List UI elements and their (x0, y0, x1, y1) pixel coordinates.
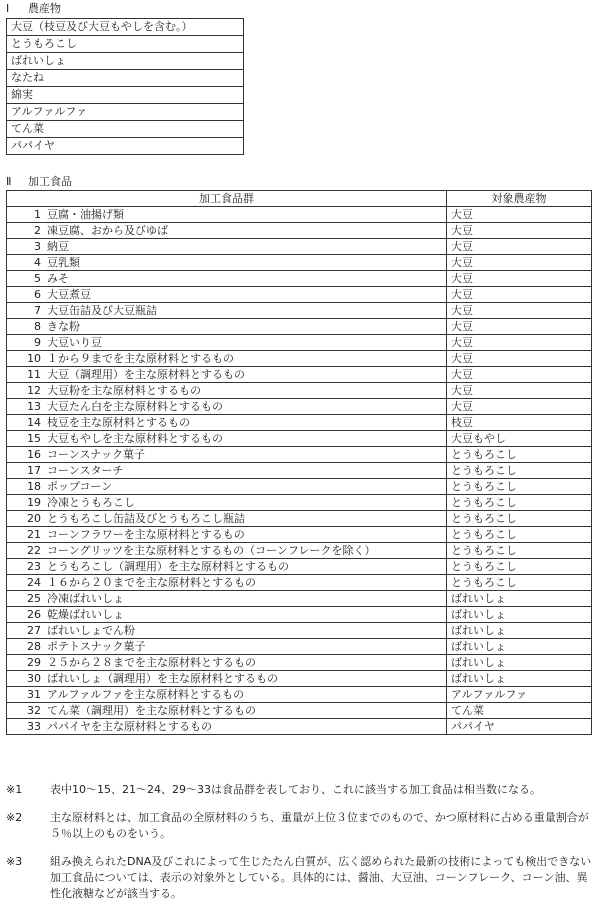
target-crop: 大豆 (447, 367, 592, 383)
food-group-name: 納豆 (43, 239, 447, 255)
table-row (7, 543, 592, 559)
table-row (7, 207, 592, 223)
notes (6, 782, 592, 914)
note-item (6, 854, 592, 902)
food-group-name: 大豆（調理用）を主な原材料とするもの (43, 367, 447, 383)
table-row (7, 399, 592, 415)
row-number: 10 (7, 351, 44, 367)
food-group-name: ポテトスナック菓子 (43, 639, 447, 655)
target-crop: 大豆 (447, 207, 592, 223)
food-group-name: ポップコーン (43, 479, 447, 495)
food-group-name: 乾燥ばれいしょ (43, 607, 447, 623)
food-group-name: 大豆いり豆 (43, 335, 447, 351)
table-row (7, 575, 592, 591)
table-row (7, 479, 592, 495)
table-row (7, 239, 592, 255)
row-number: 25 (7, 591, 44, 607)
food-group-name: ばれいしょ（調理用）を主な原材料とするもの (43, 671, 447, 687)
target-crop: アルファルファ (447, 687, 592, 703)
row-number: 16 (7, 447, 44, 463)
target-crop: 大豆 (447, 255, 592, 271)
target-crop: とうもろこし (447, 511, 592, 527)
crop-name: てん菜 (7, 121, 244, 138)
table-row (7, 367, 592, 383)
crop-name: とうもろこし (7, 36, 244, 53)
food-group-name: １から９までを主な原材料とするもの (43, 351, 447, 367)
target-crop: とうもろこし (447, 463, 592, 479)
table-row (7, 655, 592, 671)
target-crop: 枝豆 (447, 415, 592, 431)
food-group-name: アルファルファを主な原材料とするもの (43, 687, 447, 703)
row-number: 12 (7, 383, 44, 399)
target-crop: とうもろこし (447, 479, 592, 495)
row-number: 27 (7, 623, 44, 639)
table-row (7, 351, 592, 367)
row-number: 2 (7, 223, 44, 239)
crop-row (7, 53, 244, 70)
target-crop: 大豆 (447, 399, 592, 415)
crop-row (7, 87, 244, 104)
target-crop: 大豆 (447, 239, 592, 255)
row-number: 14 (7, 415, 44, 431)
section2-title-text: 加工食品 (28, 175, 72, 188)
target-crop: とうもろこし (447, 575, 592, 591)
row-number: 15 (7, 431, 44, 447)
note-item (6, 810, 592, 842)
row-number: 1 (7, 207, 44, 223)
target-crop: 大豆 (447, 351, 592, 367)
crop-name: ばれいしょ (7, 53, 244, 70)
target-crop: 大豆 (447, 303, 592, 319)
food-group-name: ２５から２８までを主な原材料とするもの (43, 655, 447, 671)
table-row (7, 223, 592, 239)
row-number: 4 (7, 255, 44, 271)
table-row (7, 335, 592, 351)
target-crop: とうもろこし (447, 495, 592, 511)
food-group-name: 大豆煮豆 (43, 287, 447, 303)
row-number: 18 (7, 479, 44, 495)
target-crop: とうもろこし (447, 559, 592, 575)
target-crop: ばれいしょ (447, 591, 592, 607)
target-crop: 大豆 (447, 383, 592, 399)
row-number: 17 (7, 463, 44, 479)
row-number: 20 (7, 511, 44, 527)
food-group-name: 豆腐・油揚げ類 (43, 207, 447, 223)
table-row (7, 303, 592, 319)
crops-table (6, 18, 244, 155)
crop-row (7, 121, 244, 138)
table-row (7, 719, 592, 735)
food-group-name: てん菜（調理用）を主な原材料とするもの (43, 703, 447, 719)
note-mark: ※1 (6, 783, 23, 796)
food-group-name: パパイヤを主な原材料とするもの (43, 719, 447, 735)
row-number: 7 (7, 303, 44, 319)
foods-table-header-row (7, 191, 592, 207)
table-row (7, 591, 592, 607)
food-group-name: 大豆缶詰及び大豆瓶詰 (43, 303, 447, 319)
target-crop: ばれいしょ (447, 655, 592, 671)
target-crop: パパイヤ (447, 719, 592, 735)
header-crop: 対象農産物 (447, 191, 592, 207)
row-number: 29 (7, 655, 44, 671)
row-number: 24 (7, 575, 44, 591)
food-group-name: 大豆粉を主な原材料とするもの (43, 383, 447, 399)
food-group-name: 大豆もやしを主な原材料とするもの (43, 431, 447, 447)
target-crop: 大豆 (447, 223, 592, 239)
target-crop: 大豆 (447, 319, 592, 335)
row-number: 9 (7, 335, 44, 351)
foods-table (6, 190, 592, 735)
target-crop: とうもろこし (447, 447, 592, 463)
note-text: 主な原材料とは、加工食品の全原材料のうち、重量が上位３位までのもので、かつ原材料に占める重量割合が５％以上のものをいう。 (50, 811, 589, 840)
target-crop: 大豆もやし (447, 431, 592, 447)
food-group-name: 冷凍とうもろこし (43, 495, 447, 511)
row-number: 6 (7, 287, 44, 303)
food-group-name: コーンスターチ (43, 463, 447, 479)
food-group-name: 大豆たん白を主な原材料とするもの (43, 399, 447, 415)
table-row (7, 447, 592, 463)
crop-row (7, 70, 244, 87)
table-row (7, 687, 592, 703)
food-group-name: とうもろこし（調理用）を主な原材料とするもの (43, 559, 447, 575)
note-mark: ※2 (6, 811, 23, 824)
food-group-name: １６から２０までを主な原材料とするもの (43, 575, 447, 591)
target-crop: 大豆 (447, 287, 592, 303)
crop-name: アルファルファ (7, 104, 244, 121)
note-item (6, 782, 592, 798)
table-row (7, 559, 592, 575)
row-number: 19 (7, 495, 44, 511)
table-row (7, 527, 592, 543)
food-group-name: 豆乳類 (43, 255, 447, 271)
row-number: 8 (7, 319, 44, 335)
food-group-name: コーンフラワーを主な原材料とするもの (43, 527, 447, 543)
header-group: 加工食品群 (7, 191, 447, 207)
row-number: 23 (7, 559, 44, 575)
table-row (7, 495, 592, 511)
table-row (7, 607, 592, 623)
table-row (7, 511, 592, 527)
row-number: 11 (7, 367, 44, 383)
table-row (7, 623, 592, 639)
crop-row (7, 138, 244, 155)
table-row (7, 319, 592, 335)
table-row (7, 255, 592, 271)
row-number: 28 (7, 639, 44, 655)
target-crop: ばれいしょ (447, 671, 592, 687)
section1-title-text: 農産物 (28, 2, 61, 15)
target-crop: 大豆 (447, 271, 592, 287)
table-row (7, 703, 592, 719)
row-number: 33 (7, 719, 44, 735)
section2-number: Ⅱ (6, 175, 12, 188)
row-number: 31 (7, 687, 44, 703)
food-group-name: 凍豆腐、おから及びゆば (43, 223, 447, 239)
table-row (7, 415, 592, 431)
table-row (7, 287, 592, 303)
table-row (7, 383, 592, 399)
food-group-name: コーングリッツを主な原材料とするもの（コーンフレークを除く） (43, 543, 447, 559)
table-row (7, 639, 592, 655)
crop-name: 綿実 (7, 87, 244, 104)
section1-number: Ⅰ (6, 2, 10, 15)
note-mark: ※3 (6, 855, 23, 868)
food-group-name: 枝豆を主な原材料とするもの (43, 415, 447, 431)
target-crop: とうもろこし (447, 543, 592, 559)
target-crop: ばれいしょ (447, 607, 592, 623)
crop-name: パパイヤ (7, 138, 244, 155)
food-group-name: みそ (43, 271, 447, 287)
target-crop: ばれいしょ (447, 639, 592, 655)
target-crop: とうもろこし (447, 527, 592, 543)
table-row (7, 271, 592, 287)
row-number: 3 (7, 239, 44, 255)
table-row (7, 463, 592, 479)
crop-row (7, 104, 244, 121)
food-group-name: 冷凍ばれいしょ (43, 591, 447, 607)
note-text: 組み換えられたDNA及びこれによって生じたたん白質が、広く認められた最新の技術によっても検出できない加工食品については、表示の対象外としている。具体的には、醤油、大豆油、コーンフレーク、コーン油、異性化液糖などが該当する。 (50, 855, 592, 900)
food-group-name: コーンスナック菓子 (43, 447, 447, 463)
food-group-name: とうもろこし缶詰及びとうもろこし瓶詰 (43, 511, 447, 527)
row-number: 30 (7, 671, 44, 687)
row-number: 22 (7, 543, 44, 559)
crop-row (7, 36, 244, 53)
target-crop: てん菜 (447, 703, 592, 719)
section2-title (6, 175, 72, 189)
food-group-name: ばれいしょでん粉 (43, 623, 447, 639)
target-crop: 大豆 (447, 335, 592, 351)
row-number: 13 (7, 399, 44, 415)
row-number: 26 (7, 607, 44, 623)
section1-title (6, 2, 61, 16)
crop-row (7, 19, 244, 36)
crop-name: 大豆（枝豆及び大豆もやしを含む。） (7, 19, 244, 36)
food-group-name: きな粉 (43, 319, 447, 335)
row-number: 21 (7, 527, 44, 543)
note-text: 表中10～15、21～24、29～33は食品群を表しており、これに該当する加工食品は相当数になる。 (50, 783, 541, 796)
target-crop: ばれいしょ (447, 623, 592, 639)
row-number: 5 (7, 271, 44, 287)
crop-name: なたね (7, 70, 244, 87)
table-row (7, 671, 592, 687)
row-number: 32 (7, 703, 44, 719)
table-row (7, 431, 592, 447)
